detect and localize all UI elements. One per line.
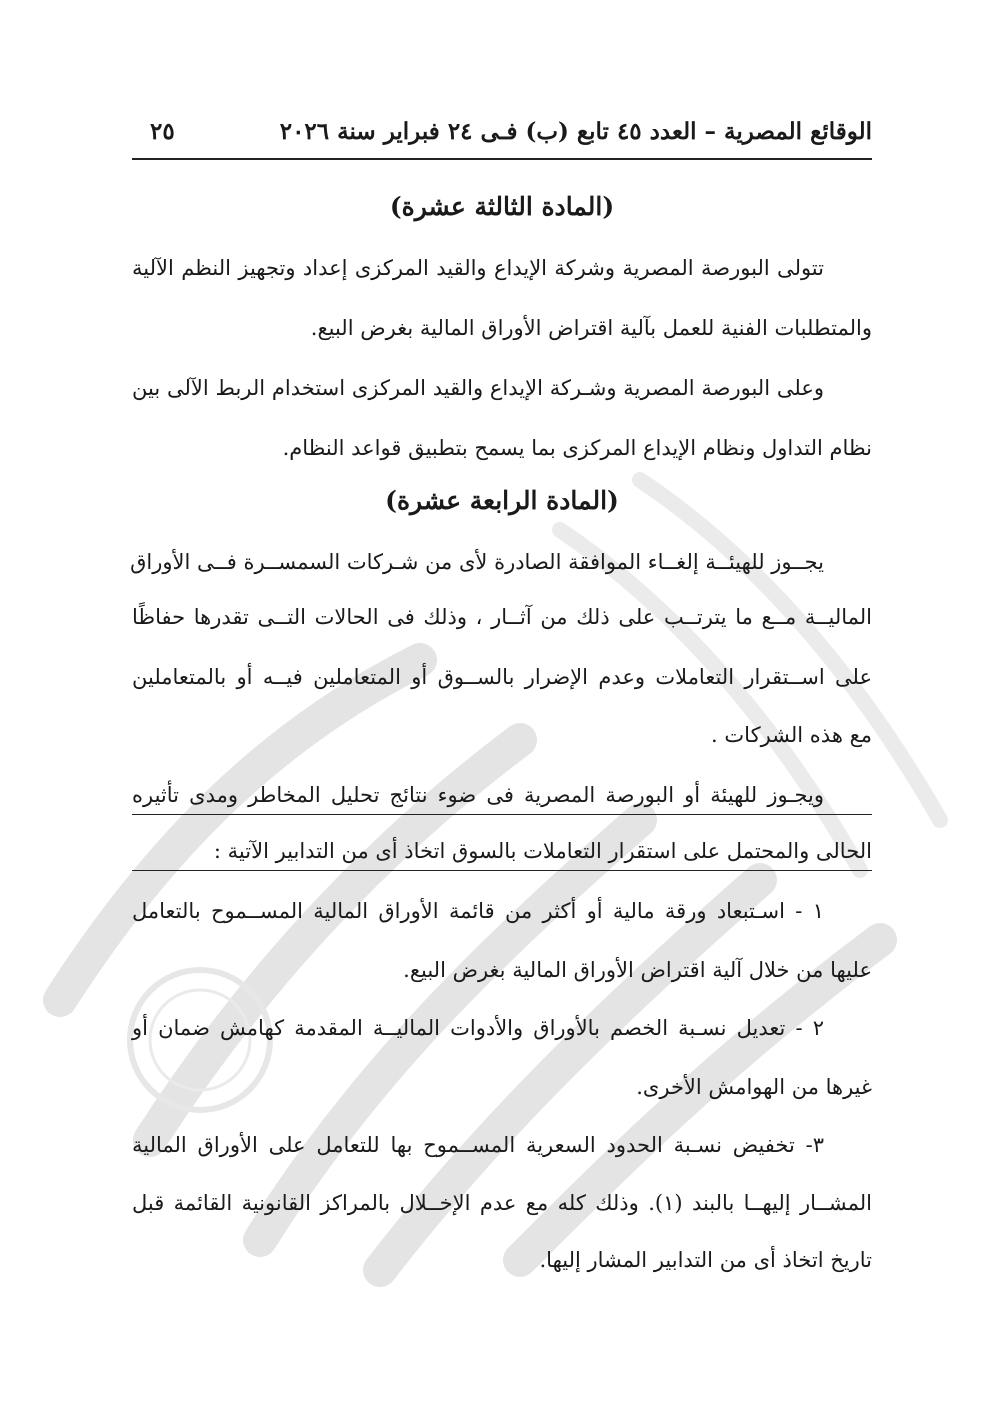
gazette-title: الوقائع المصرية – العدد ٤٥ تابع (ب) فـى ٢٤ فبراير سنة ٢٠٢٦ (279, 118, 872, 145)
article-14-line-6: الحالى والمحتمل على استقرار التعاملات بالسوق اتخاذ أى من التدابير الآتية : (132, 836, 872, 871)
article-14-line-5: ويجـوز للهيئة أو البورصة المصرية فى ضوء نتائج تحليل المخاطر ومدى تأثيره (132, 780, 872, 815)
article-13-heading: (المادة الثالثة عشرة) (389, 192, 615, 221)
measure-2-line-2: غيرها من الهوامش الأخرى. (636, 1075, 872, 1099)
article-14-line-4: مع هذه الشركات . (711, 723, 872, 747)
article-14-line-1: يجــوز للهيئــة إلغــاء الموافقة الصادرة لأى من شـركات السمســرة فــى الأوراق (130, 550, 824, 574)
page-number: ٢٥ (150, 118, 175, 145)
measure-3-line-1: ٣- تخفيض نسـبة الحدود السعرية المســموح بها للتعامل على الأوراق المالية (132, 1133, 824, 1157)
measure-3-line-2: المشــار إليهــا بالبند (١). وذلك كله مع عدم الإخــلال بالمراكز القانونية القائمة قبل (132, 1191, 872, 1215)
article-14-line-3: على اســتقرار التعاملات وعدم الإضرار بالســوق أو المتعاملين فيــه أو بالمتعاملين (132, 665, 872, 689)
measure-3-line-3: تاريخ اتخاذ أى من التدابير المشار إليها. (539, 1248, 872, 1272)
article-13-line-3: وعلى البورصة المصرية وشـركة الإيداع والقيد المركزى استخدام الربط الآلى بين (132, 376, 824, 400)
article-14-line-2: الماليــة مــع ما يترتــب على ذلك من آثــار ، وذلك فى الحالات التــى تقدرها حفاظًا (132, 605, 872, 629)
article-13-line-1: تتولى البورصة المصرية وشركة الإيداع والقيد المركزى إعداد وتجهيز النظم الآلية (132, 256, 824, 280)
article-14-heading: (المادة الرابعة عشرة) (385, 486, 619, 515)
measure-1-line-1: ١ - اسـتبعاد ورقة مالية أو أكثر من قائمة الأوراق المالية المســموح بالتعامل (132, 899, 824, 923)
measure-1-line-2: عليها من خلال آلية اقتراض الأوراق المالية بغرض البيع. (403, 958, 872, 982)
article-13-line-2: والمتطلبات الفنية للعمل بآلية اقتراض الأوراق المالية بغرض البيع. (310, 316, 872, 340)
page-header (132, 112, 872, 160)
measure-2-line-1: ٢ - تعديل نسـبة الخصم بالأوراق والأدوات الماليــة المقدمة كهامش ضمان أو (132, 1016, 824, 1040)
article-13-line-4: نظام التداول ونظام الإيداع المركزى بما يسمح بتطبيق قواعد النظام. (282, 436, 872, 460)
